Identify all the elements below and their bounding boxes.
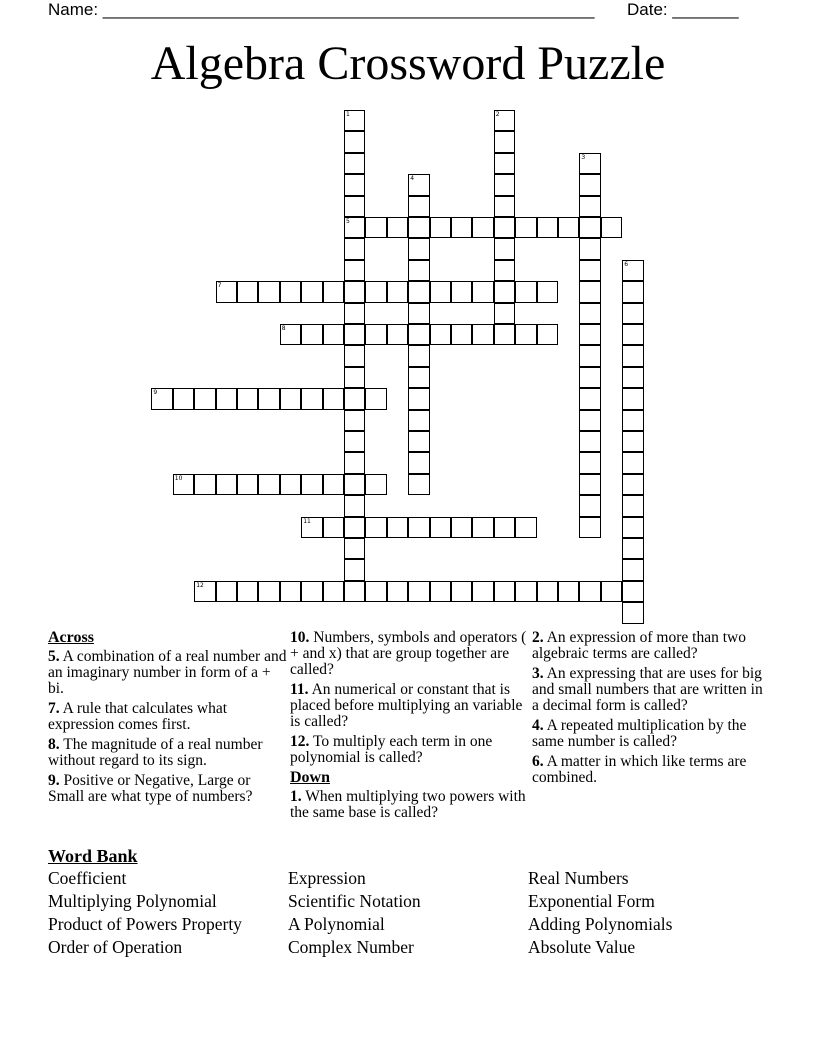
grid-cell[interactable] <box>344 538 365 559</box>
grid-cell[interactable] <box>344 517 365 538</box>
clue-text: Positive or Negative, Large or Small are what type of numbers? <box>48 772 253 805</box>
clue-text: When multiplying two powers with the same base is called? <box>290 788 526 821</box>
grid-cell[interactable] <box>323 324 344 345</box>
grid-cell[interactable] <box>387 324 408 345</box>
grid-cell[interactable] <box>579 303 600 324</box>
grid-cell[interactable] <box>472 581 493 602</box>
word-bank-item: Coefficient <box>48 868 127 888</box>
grid-cell[interactable] <box>408 174 429 195</box>
word-bank-item: A Polynomial <box>288 914 385 934</box>
grid-cell[interactable] <box>365 474 386 495</box>
grid-cell[interactable] <box>622 452 643 473</box>
grid-cell[interactable] <box>365 517 386 538</box>
grid-cell[interactable] <box>237 474 258 495</box>
grid-cell[interactable] <box>280 474 301 495</box>
grid-cell[interactable] <box>494 238 515 259</box>
grid-cell[interactable] <box>622 281 643 302</box>
grid-cell[interactable] <box>579 238 600 259</box>
clue <box>48 737 288 769</box>
clue-number: 5. <box>48 648 60 665</box>
cell-number: 2 <box>495 111 500 118</box>
grid-cell[interactable] <box>344 131 365 152</box>
clue <box>532 666 772 714</box>
grid-cell[interactable] <box>173 388 194 409</box>
across-heading: Across <box>48 629 94 646</box>
grid-cell[interactable] <box>344 581 365 602</box>
grid-cell[interactable] <box>408 581 429 602</box>
grid-cell[interactable] <box>472 281 493 302</box>
grid-cell[interactable] <box>344 559 365 580</box>
grid-cell[interactable] <box>408 260 429 281</box>
clue <box>48 649 288 697</box>
grid-cell[interactable] <box>494 324 515 345</box>
grid-cell[interactable] <box>472 217 493 238</box>
grid-cell[interactable] <box>622 303 643 324</box>
grid-cell[interactable] <box>344 388 365 409</box>
grid-cell[interactable] <box>216 581 237 602</box>
grid-cell[interactable] <box>494 281 515 302</box>
grid-cell[interactable] <box>301 517 322 538</box>
word-bank-item: Expression <box>288 868 366 888</box>
grid-cell[interactable] <box>344 238 365 259</box>
grid-cell[interactable] <box>344 410 365 431</box>
grid-cell[interactable] <box>344 367 365 388</box>
grid-cell[interactable] <box>579 196 600 217</box>
grid-cell[interactable] <box>301 281 322 302</box>
clue-text: An expressing that are uses for big and small numbers that are written in a decimal form is called? <box>532 665 763 714</box>
clue <box>290 734 530 766</box>
clue <box>532 754 772 786</box>
grid-cell[interactable] <box>365 217 386 238</box>
cell-number: 1 <box>346 111 350 118</box>
grid-cell[interactable] <box>387 517 408 538</box>
clues-column-2 <box>290 630 530 825</box>
grid-cell[interactable] <box>237 388 258 409</box>
grid-cell[interactable] <box>472 324 493 345</box>
grid-cell[interactable] <box>151 388 172 409</box>
grid-cell[interactable] <box>280 324 301 345</box>
grid-cell[interactable] <box>622 517 643 538</box>
grid-cell[interactable] <box>301 581 322 602</box>
grid-cell[interactable] <box>194 474 215 495</box>
grid-cell[interactable] <box>579 260 600 281</box>
grid-cell[interactable] <box>408 452 429 473</box>
clue <box>290 789 530 821</box>
grid-cell[interactable] <box>622 345 643 366</box>
grid-cell[interactable] <box>494 303 515 324</box>
grid-cell[interactable] <box>622 260 643 281</box>
grid-cell[interactable] <box>601 217 622 238</box>
down-heading: Down <box>290 769 331 786</box>
clue <box>290 682 530 730</box>
clue <box>532 630 772 662</box>
clue-number: 3. <box>532 665 544 682</box>
grid-cell[interactable] <box>258 281 279 302</box>
word-bank-item: Multiplying Polynomial <box>48 891 217 911</box>
clue-text: A rule that calculates what expression comes first. <box>48 700 228 733</box>
grid-cell[interactable] <box>579 367 600 388</box>
grid-cell[interactable] <box>301 474 322 495</box>
clue-text: A repeated multiplication by the same number is called? <box>532 717 747 750</box>
grid-cell[interactable] <box>344 474 365 495</box>
clue <box>532 718 772 750</box>
grid-cell[interactable] <box>622 538 643 559</box>
grid-cell[interactable] <box>622 581 643 602</box>
grid-cell[interactable] <box>387 281 408 302</box>
cell-number: 11 <box>303 517 311 525</box>
grid-cell[interactable] <box>216 388 237 409</box>
grid-cell[interactable] <box>408 474 429 495</box>
grid-cell[interactable] <box>494 110 515 131</box>
grid-cell[interactable] <box>537 217 558 238</box>
word-bank-item: Product of Powers Property <box>48 914 242 934</box>
grid-cell[interactable] <box>408 410 429 431</box>
grid-cell[interactable] <box>216 281 237 302</box>
grid-cell[interactable] <box>365 324 386 345</box>
grid-cell[interactable] <box>579 281 600 302</box>
grid-cell[interactable] <box>451 581 472 602</box>
grid-cell[interactable] <box>494 517 515 538</box>
word-bank-item: Absolute Value <box>528 937 636 957</box>
grid-cell[interactable] <box>323 517 344 538</box>
word-bank-item: Complex Number <box>288 937 414 957</box>
grid-cell[interactable] <box>622 367 643 388</box>
grid-cell[interactable] <box>408 345 429 366</box>
clue-text: A matter in which like terms are combined. <box>532 753 747 786</box>
cell-number: 8 <box>281 325 286 332</box>
clue-text: An expression of more than two algebraic terms are called? <box>532 629 746 662</box>
clue-number: 8. <box>48 736 60 753</box>
clue-number: 7. <box>48 700 60 717</box>
grid-cell[interactable] <box>451 217 472 238</box>
grid-cell[interactable] <box>579 474 600 495</box>
grid-cell[interactable] <box>494 153 515 174</box>
grid-cell[interactable] <box>537 581 558 602</box>
grid-cell[interactable] <box>194 581 215 602</box>
grid-cell[interactable] <box>558 217 579 238</box>
grid-cell[interactable] <box>515 217 536 238</box>
grid-cell[interactable] <box>258 388 279 409</box>
grid-cell[interactable] <box>344 452 365 473</box>
grid-cell[interactable] <box>579 410 600 431</box>
clue-number: 6. <box>532 753 544 770</box>
grid-cell[interactable] <box>451 517 472 538</box>
clue-number: 11. <box>290 681 309 698</box>
grid-cell[interactable] <box>344 110 365 131</box>
grid-cell[interactable] <box>451 324 472 345</box>
grid-cell[interactable] <box>579 174 600 195</box>
grid-cell[interactable] <box>344 153 365 174</box>
grid-cell[interactable] <box>365 581 386 602</box>
grid-cell[interactable] <box>622 388 643 409</box>
grid-cell[interactable] <box>344 345 365 366</box>
grid-cell[interactable] <box>344 196 365 217</box>
grid-cell[interactable] <box>515 324 536 345</box>
grid-cell[interactable] <box>579 217 600 238</box>
grid-cell[interactable] <box>408 367 429 388</box>
grid-cell[interactable] <box>472 517 493 538</box>
grid-cell[interactable] <box>579 581 600 602</box>
grid-cell[interactable] <box>622 324 643 345</box>
clue-number: 9. <box>48 772 60 789</box>
grid-cell[interactable] <box>494 217 515 238</box>
grid-cell[interactable] <box>601 581 622 602</box>
grid-cell[interactable] <box>579 324 600 345</box>
clue-text: To multiply each term in one polynomial is called? <box>290 733 493 766</box>
grid-cell[interactable] <box>365 388 386 409</box>
clue-text: The magnitude of a real number without regard to its sign. <box>48 736 263 769</box>
grid-cell[interactable] <box>216 474 237 495</box>
grid-cell[interactable] <box>344 174 365 195</box>
grid-cell[interactable] <box>622 602 643 623</box>
grid-cell[interactable] <box>237 281 258 302</box>
clues-column-1 <box>48 630 288 809</box>
clue-number: 10. <box>290 629 310 646</box>
grid-cell[interactable] <box>344 217 365 238</box>
grid-cell[interactable] <box>408 196 429 217</box>
grid-cell[interactable] <box>301 324 322 345</box>
cell-number: 4 <box>410 175 415 183</box>
grid-cell[interactable] <box>280 281 301 302</box>
grid-cell[interactable] <box>579 431 600 452</box>
grid-cell[interactable] <box>558 581 579 602</box>
clue-number: 2. <box>532 629 544 646</box>
grid-cell[interactable] <box>494 174 515 195</box>
clues-column-3 <box>532 630 772 790</box>
grid-cell[interactable] <box>622 431 643 452</box>
word-bank-item: Adding Polynomials <box>528 914 673 934</box>
grid-cell[interactable] <box>451 281 472 302</box>
grid-cell[interactable] <box>323 581 344 602</box>
grid-cell[interactable] <box>579 345 600 366</box>
clue <box>48 701 288 733</box>
clue-text: Numbers, symbols and operators ( + and x) that are group together are called? <box>290 629 527 678</box>
grid-cell[interactable] <box>579 153 600 174</box>
grid-cell[interactable] <box>344 324 365 345</box>
clue <box>290 630 530 678</box>
grid-cell[interactable] <box>408 324 429 345</box>
grid-cell[interactable] <box>622 495 643 516</box>
grid-cell[interactable] <box>494 131 515 152</box>
grid-cell[interactable] <box>537 324 558 345</box>
clue-number: 4. <box>532 717 544 734</box>
name-field: Name: ____________________________________________________ <box>48 0 595 19</box>
grid-cell[interactable] <box>515 581 536 602</box>
grid-cell[interactable] <box>622 474 643 495</box>
grid-cell[interactable] <box>344 303 365 324</box>
grid-cell[interactable] <box>323 388 344 409</box>
grid-cell[interactable] <box>430 217 451 238</box>
page-title: Algebra Crossword Puzzle <box>150 37 666 90</box>
grid-cell[interactable] <box>579 452 600 473</box>
grid-cell[interactable] <box>579 495 600 516</box>
cell-number: 10 <box>174 474 183 482</box>
grid-cell[interactable] <box>194 388 215 409</box>
cell-number: 3 <box>581 153 586 161</box>
cell-number: 12 <box>196 581 204 589</box>
clue-number: 12. <box>290 733 310 750</box>
grid-cell[interactable] <box>430 517 451 538</box>
grid-cell[interactable] <box>622 410 643 431</box>
grid-cell[interactable] <box>301 388 322 409</box>
grid-cell[interactable] <box>408 217 429 238</box>
grid-cell[interactable] <box>408 431 429 452</box>
grid-cell[interactable] <box>430 324 451 345</box>
cell-number: 5 <box>346 218 350 225</box>
word-bank-item: Real Numbers <box>528 868 629 888</box>
grid-cell[interactable] <box>344 281 365 302</box>
grid-cell[interactable] <box>323 474 344 495</box>
grid-cell[interactable] <box>323 281 344 302</box>
clue-text: An numerical or constant that is placed before multiplying an variable is called? <box>290 681 523 730</box>
grid-cell[interactable] <box>430 581 451 602</box>
grid-cell[interactable] <box>430 281 451 302</box>
grid-cell[interactable] <box>280 581 301 602</box>
cell-number: 6 <box>624 260 629 268</box>
grid-cell[interactable] <box>258 581 279 602</box>
word-bank-item: Order of Operation <box>48 937 183 957</box>
word-bank-item: Scientific Notation <box>288 891 421 911</box>
grid-cell[interactable] <box>173 474 194 495</box>
grid-cell[interactable] <box>365 281 386 302</box>
grid-cell[interactable] <box>515 281 536 302</box>
clue-text: A combination of a real number and an imaginary number in form of a + bi. <box>48 648 287 697</box>
grid-cell[interactable] <box>387 217 408 238</box>
grid-cell[interactable] <box>408 281 429 302</box>
clue-number: 1. <box>290 788 302 805</box>
grid-cell[interactable] <box>280 388 301 409</box>
grid-cell[interactable] <box>258 474 279 495</box>
grid-cell[interactable] <box>408 303 429 324</box>
grid-cell[interactable] <box>515 517 536 538</box>
grid-cell[interactable] <box>344 431 365 452</box>
grid-cell[interactable] <box>537 281 558 302</box>
grid-cell[interactable] <box>344 260 365 281</box>
grid-cell[interactable] <box>494 260 515 281</box>
word-bank-heading: Word Bank <box>48 846 138 866</box>
grid-cell[interactable] <box>494 196 515 217</box>
cell-number: 9 <box>153 389 158 397</box>
grid-cell[interactable] <box>622 559 643 580</box>
grid-cell[interactable] <box>579 517 600 538</box>
grid-cell[interactable] <box>237 581 258 602</box>
grid-cell[interactable] <box>408 238 429 259</box>
grid-cell[interactable] <box>408 517 429 538</box>
grid-cell[interactable] <box>344 495 365 516</box>
clue <box>48 773 288 805</box>
grid-cell[interactable] <box>387 581 408 602</box>
word-bank-item: Exponential Form <box>528 891 655 911</box>
grid-cell[interactable] <box>408 388 429 409</box>
cell-number: 7 <box>217 282 222 290</box>
grid-cell[interactable] <box>579 388 600 409</box>
grid-cell[interactable] <box>494 581 515 602</box>
date-field: Date: _______ <box>627 0 739 19</box>
